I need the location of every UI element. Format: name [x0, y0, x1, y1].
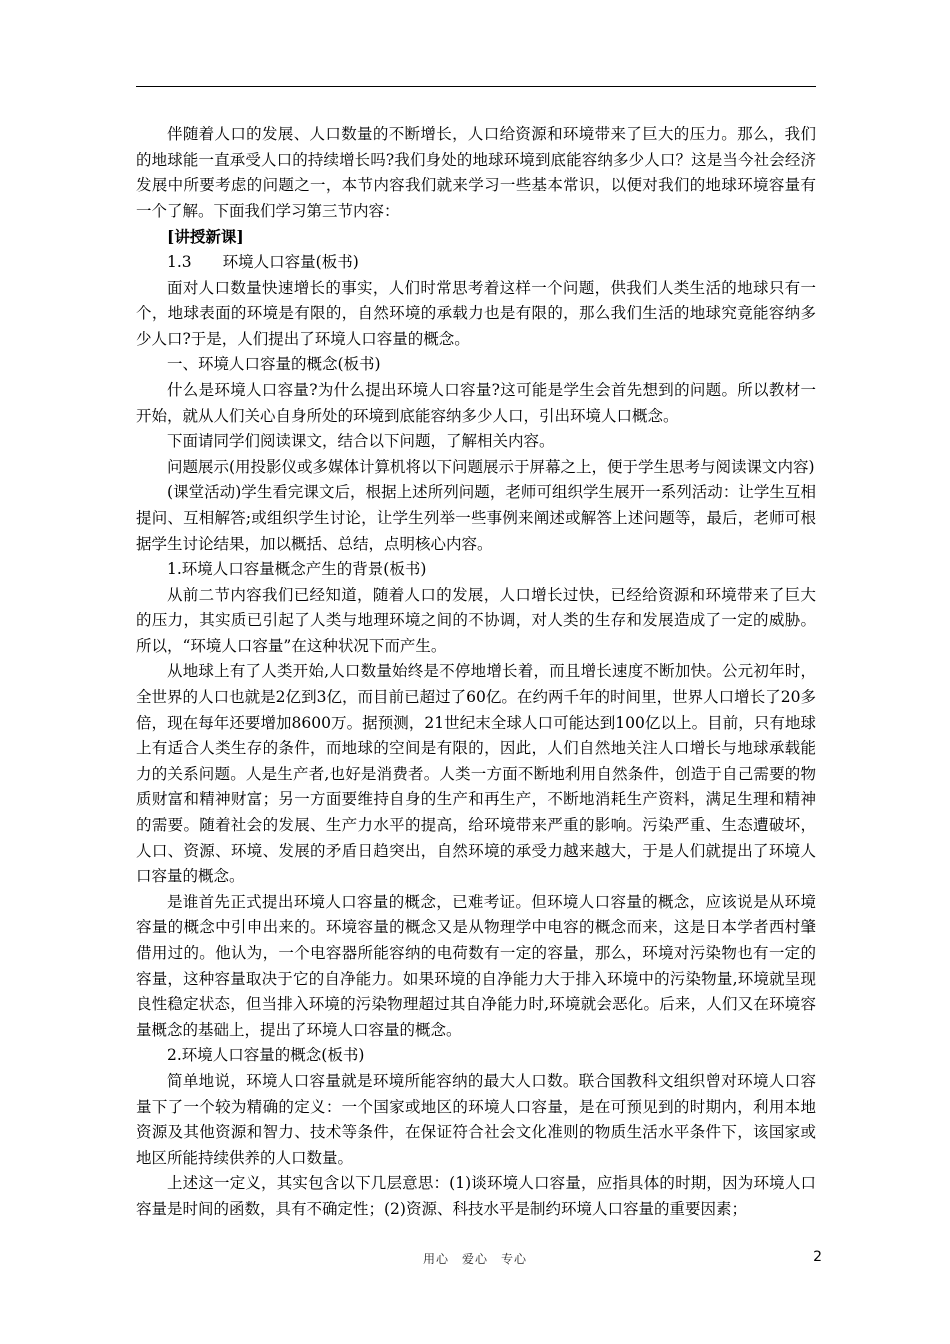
header-rule — [136, 86, 816, 87]
paragraph: 下面请同学们阅读课文，结合以下问题，了解相关内容。 — [167, 432, 555, 451]
document-body — [136, 122, 816, 1223]
paragraph: (课堂活动)学生看完课文后，根据上述所列问题，老师可组织学生展开一系列活动：让学生互相提问、互相解答;或组织学生讨论，让学生列举一些事例来阐述或解答上述问题等，最后，老师可根据学生讨论结果，加以概括、总结，点明核心内容。 — [136, 483, 816, 553]
paragraph: 问题展示(用投影仪或多媒体计算机将以下问题展示于屏幕之上，便于学生思考与阅读课文内容) — [167, 457, 815, 476]
paragraph: 是谁首先正式提出环境人口容量的概念，已难考证。但环境人口容量的概念，应该说是从环境容量的概念中引申出来的。环境容量的概念又是从物理学中电容的概念而来，这是日本学者西村肇借用过的。他认为，一个电容器所能容纳的电荷数有一定的容量，那么，环境对污染物也有一定的容量，这种容量取决于它的自净能力。如果环境的自净能力大于排入环境中的污染物量,环境就呈现良性稳定状态，但当排入环境的污染物理超过其自净能力时,环境就会恶化。后来，人们又在环境容量概念的基础上，提出了环境人口容量的概念。 — [136, 892, 816, 1039]
paragraph: 什么是环境人口容量?为什么提出环境人口容量?这可能是学生会首先想到的问题。所以教材一开始，就从人们关心自身所处的环境到底能容纳多少人口，引出环境人口概念。 — [136, 380, 816, 425]
section-title: 一、环境人口容量的概念(板书) — [167, 355, 381, 374]
footer-motto: 用心 爱心 专心 — [422, 1252, 527, 1266]
paragraph: 从地球上有了人类开始,人口数量始终是不停地增长着，而且增长速度不断加快。公元初年时，全世界的人口也就是2亿到3亿，而目前已超过了60亿。在约两千年的时间里，世界人口增长了20多倍，现在每年还要增加8600万。据预测，21世纪末全球人口可能达到100亿以上。目前，只有地球上有适合人类生存的条件，而地球的空间是有限的，因此，人们自然地关注人口增长与地球承载能力的关系问题。人是生产者,也好是消费者。人类一方面不断地利用自然条件，创造于自己需要的物质财富和精神财富；另一方面要维持自身的生产和再生产，不断地消耗生产资料，满足生理和精神的需要。随着社会的发展、生产力水平的提高，给环境带来严重的影响。污染严重、生态遭破坏，人口、资源、环境、发展的矛盾日趋突出，自然环境的承受力越来越大，于是人们就提出了环境人口容量的概念。 — [136, 662, 816, 886]
section-title: 1.3 环境人口容量(板书) — [167, 252, 359, 271]
paragraph: 伴随着人口的发展、人口数量的不断增长，人口给资源和环境带来了巨大的压力。那么，我们的地球能一直承受人口的持续增长吗?我们身处的地球环境到底能容纳多少人口？这是当今社会经济发展中所要考虑的问题之一，本节内容我们就来学习一些基本常识，以便对我们的地球环境容量有一个了解。下面我们学习第三节内容： — [136, 125, 816, 220]
paragraph: 简单地说，环境人口容量就是环境所能容纳的最大人口数。联合国教科文组织曾对环境人口容量下了一个较为精确的定义：一个国家或地区的环境人口容量，是在可预见到的时期内，利用本地资源及其他资源和智力、技术等条件，在保证符合社会文化准则的物质生活水平条件下，该国家或地区所能持续供养的人口数量。 — [136, 1071, 816, 1167]
section-title: 2.环境人口容量的概念(板书) — [167, 1046, 365, 1065]
paragraph: 上述这一定义，其实包含以下几层意思：(1)谈环境人口容量，应指具体的时期，因为环境人口容量是时间的函数，具有不确定性；(2)资源、科技水平是制约环境人口容量的重要因素； — [136, 1174, 816, 1218]
page-number: 2 — [813, 1249, 822, 1265]
section-title: 1.环境人口容量概念产生的背景(板书) — [167, 560, 427, 579]
lecture-heading: [讲授新课] — [167, 227, 244, 247]
paragraph: 从前二节内容我们已经知道，随着人口的发展，人口增长过快，已经给资源和环境带来了巨大的压力，其实质已引起了人类与地理环境之间的不协调，对人类的生存和发展造成了一定的威胁。所以，“环境人口容量”在这种状况下而产生。 — [136, 585, 816, 655]
paragraph: 面对人口数量快速增长的事实，人们时常思考着这样一个问题，供我们人类生活的地球只有一个，地球表面的环境是有限的，自然环境的承载力也是有限的，那么我们生活的地球究竟能容纳多少人口?于是，人们提出了环境人口容量的概念。 — [136, 278, 816, 348]
